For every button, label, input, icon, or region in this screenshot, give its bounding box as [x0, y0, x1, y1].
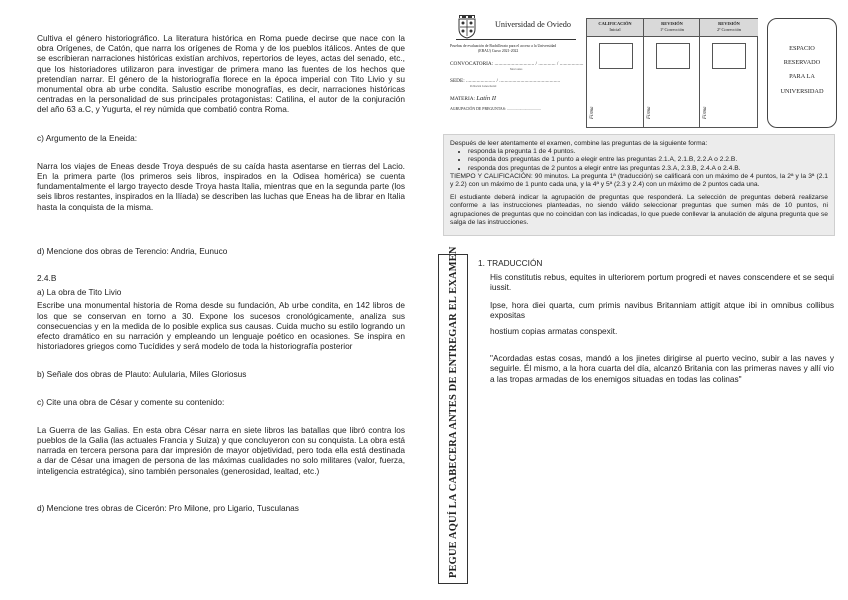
grade-column-review-2 [699, 19, 758, 127]
grade-header-review-2: REVISIÓN 2ª Corrección [700, 19, 758, 37]
sede-field[interactable]: SEDE: ...................... / .............................................. [450, 78, 561, 84]
instructions-student: El estudiante deberá indicar la agrupación de preguntas que responderá. La selección de preguntas deberá realizarse conforme a las instrucciones planteadas, no siendo válido seleccionar preguntas que sumen más de 10 puntos, ni agrupaciones de preguntas que no coincidan con las indicadas, lo que puede conllevar la anulación de alguna pregunta que se salga de las instrucciones. [450, 194, 828, 226]
instructions-list [450, 148, 828, 173]
translation-title: 1. TRADUCCIÓN [478, 258, 543, 268]
agrupacion-field[interactable]: AGRUPACIÓN DE PREGUNTAS: ................................... [450, 107, 541, 111]
instructions-intro: Después de leer atentamente el examen, combine las preguntas de la siguiente forma: [450, 140, 708, 147]
header-rule [456, 39, 576, 40]
aeneid-paragraph: Narra los viajes de Eneas desde Troya después de su caída hasta asentarse en tierras del Lacio. En la primera parte (los primeros seis libros, inspirados en la Odisea homérica) se cuenta fundamentalmente el largo trayecto desde Troya hasta Italia, mientras que en la segunda parte (los seis libros restantes, inspirados en la Ilíada) se describen las luchas que Eneas ha de librar en Italia hasta la conquista de la misma. [37, 160, 405, 212]
translation-answer: "Acordadas estas cosas, mandó a los jinetes dirigirse al puerto vecino, subir a las naves y seguirle. Él mismo, a la hora cuarta del día, alcanzó Britania con las primeras naves y allí vio a las tropas armadas de los enemigos situadas en todas las colinas" [490, 353, 834, 384]
university-crest-icon [456, 13, 478, 39]
reserved-line-2: RESERVADO [783, 59, 821, 66]
grade-column-review-1 [643, 19, 700, 127]
question-caesar: c) Cite una obra de César y comente su contenido: [37, 396, 225, 407]
header-subtitle-2: (EBAU) Curso 2021-2022 [478, 49, 519, 53]
header-subtitle-1: Pruebas de evaluación de Bachillerato para el acceso a la Universidad [450, 44, 557, 48]
grade-input-box[interactable] [599, 43, 633, 69]
reserved-line-1: ESPACIO [789, 45, 815, 52]
materia-value: Latín II [476, 95, 497, 102]
question-plautus: b) Señale dos obras de Plauto: Aulularia, Miles Gloriosus [37, 369, 247, 380]
livy-paragraph: Escribe una monumental historia de Roma desde su fundación, Ab urbe condita, en 142 libros de los que se conservan en torno a 30. Expone los sucesos cronológicamente, analiza sus consecuencias y en la medida de lo posible explica sus causas. Cuida mucho su estilo logrando un efecto dramático en su narración y empleando un lenguaje poético en ocasiones. Se inspira en historiadores griegos como Tucídides y será modelo de toda la historiografía posterior [37, 300, 405, 352]
latin-line-1: His constitutis rebus, equites in ulteriorem portum progredi et naves conscendere et se sequi iussit. [490, 272, 834, 293]
reserved-line-4: UNIVERSIDAD [780, 88, 824, 95]
historiography-paragraph: Cultiva el género historiográfico. La literatura histórica en Roma puede decirse que nace con la obra Orígenes, de Catón, que narra los orígenes de Roma y de los pueblos itálicos. Antes de que se escribieran narraciones históricas existían archivos, repertorios de leyes, actas del senado, etc., que los historiadores utilizaron para investigar de primera mano las fuentes de los hechos que pretendían narrar. El género de la historiografía florece en la época imperial con Tito Livio y su monumental obra ab urbe condita. Salustio escribe monografías, es decir, narraciones históricas centradas en la personalidad de sus principales protagonistas: Catilina, el autor de la conjuración del año 63 a.C, y Yugurta, el rey númida que combatió contra Roma. [37, 33, 405, 115]
caesar-paragraph: La Guerra de las Galias. En esta obra César narra en siete libros las batallas que libró contra los pueblos de la Galia (las actuales Francia y Suiza) y que concluyeron con su conquista. La obra está narrada en tercera persona para dar impresión de mayor objetividad, pero toda ella está destinada a dar de César una imagen de persona de las máximas cualidades no solo militares (valor, fuerza, inteligencia estratégica), sino también personales (generosidad, lealtad, etc.) [37, 424, 405, 476]
latin-line-3: hostium copias armatas conspexit. [490, 326, 618, 337]
review-1-input-box[interactable] [656, 43, 690, 69]
question-livy: a) La obra de Tito Livio [37, 287, 122, 298]
firma-label-2: Firma [647, 106, 652, 119]
grade-header-review-1: REVISIÓN 1ª Corrección [644, 19, 700, 37]
university-name: Universidad de Oviedo [495, 20, 571, 29]
university-reserved-space [767, 18, 837, 128]
left-column [37, 33, 405, 513]
firma-label-3: Firma [703, 106, 708, 119]
instructions-time: TIEMPO Y CALIFICACIÓN: 90 minutos. La pregunta 1ª (traducción) se calificará con un máximo de 4 puntos, la 2ª y la 3ª (2.1 y 2.2) con un máximo de 1 punto cada una, y la 4ª y 5ª (2.3 y 2.4) con un máximo de 2 puntos cada una. [450, 172, 828, 189]
question-cicero: d) Mencione tres obras de Cicerón: Pro Milone, pro Ligario, Tusculanas [37, 502, 299, 513]
reserved-line-3: PARA LA [789, 73, 815, 80]
section-2-4-b: 2.4.B [37, 273, 57, 284]
materia-row [450, 95, 496, 102]
convocatoria-sub: Mes Lunes [510, 68, 523, 71]
instructions-box [443, 134, 835, 236]
sede-sub: Población Lunes/Aulad [470, 85, 497, 88]
firma-label-1: Firma [590, 106, 595, 119]
materia-label: MATERIA: [450, 96, 476, 102]
instruction-item-3: • responda dos preguntas de 2 puntos a elegir entre las preguntas 2.3.A, 2.3.B, 2.4.A o 2.4.B. [468, 165, 828, 173]
instruction-item-2: • responda dos preguntas de 1 punto a elegir entre las preguntas 2.1.A, 2.1.B, 2.2.A o 2.2.B. [468, 156, 828, 164]
grading-table [586, 18, 758, 128]
question-terence: d) Mencione dos obras de Terencio: Andria, Eunuco [37, 245, 228, 256]
instruction-item-1: • responda la pregunta 1 de 4 puntos. [468, 148, 828, 156]
right-column [478, 258, 834, 384]
convocatoria-field[interactable]: CONVOCATORIA: .............................. / ............. / .................. [450, 61, 584, 67]
grade-column-initial [587, 19, 643, 127]
grade-header-initial: CALIFICACIÓN Inicial [587, 19, 643, 37]
paste-header-text: PEGUE AQUÍ LA CABECERA ANTES DE ENTREGAR EL EXAMEN [448, 246, 459, 578]
question-aeneid: c) Argumento de la Eneida: [37, 132, 138, 143]
review-2-input-box[interactable] [712, 43, 746, 69]
latin-line-2: Ipse, hora diei quarta, cum primis navibus Britanniam attigit atque ibi in omnibus collibus expositas [490, 299, 834, 320]
